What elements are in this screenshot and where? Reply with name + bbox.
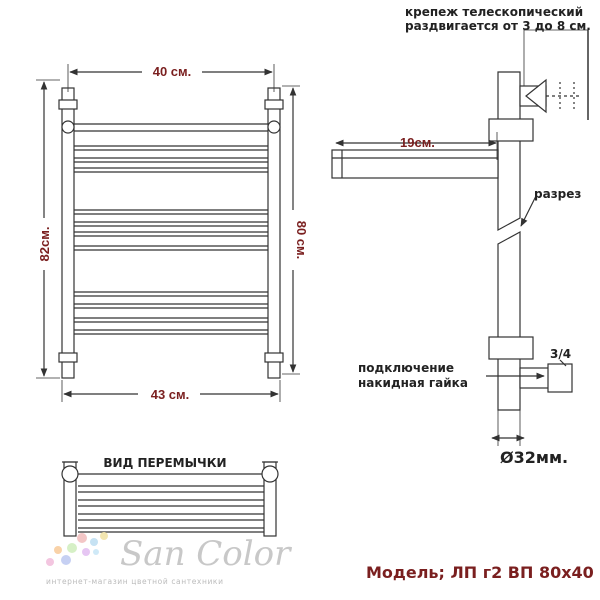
mount-note-line2: раздвигается от 3 до 8 см. — [405, 19, 591, 33]
mount-note-line1: крепеж телескопический — [405, 5, 584, 19]
dim-width-top: 40 см. — [152, 64, 192, 79]
rung-side — [332, 150, 498, 178]
diameter-label: Ø32мм. — [500, 448, 569, 467]
lower-collar — [489, 337, 533, 359]
union-nut — [548, 364, 572, 392]
jumper-rungs — [78, 474, 264, 532]
wall-cone — [526, 80, 546, 112]
jumper-title: ВИД ПЕРЕМЫЧКИ — [103, 456, 227, 470]
brand-tagline: интернет-магазин цветной сантехники — [46, 577, 224, 586]
pipe-upper — [498, 72, 520, 230]
upper-collar — [489, 119, 533, 141]
connection-label-line1: подключение — [358, 361, 455, 375]
bracket-bottom-left — [59, 353, 77, 362]
pipe-lower — [498, 232, 520, 410]
brand-dots-icon — [46, 532, 108, 566]
model-label: Модель; ЛП г2 ВП 80х40 — [366, 563, 594, 582]
dim-width-bottom: 43 см. — [150, 387, 190, 402]
brand-logo — [46, 532, 292, 586]
bracket-top-right — [265, 100, 283, 109]
front-view — [36, 64, 300, 402]
bracket-bottom-right — [265, 353, 283, 362]
jumper-view — [62, 462, 278, 536]
dim-height-left: 82см. — [37, 226, 52, 262]
dim-depth: 19см. — [400, 135, 435, 150]
section-label: разрез — [534, 187, 582, 201]
connection-label-line2: накидная гайка — [358, 376, 468, 390]
knob-left — [62, 121, 74, 133]
rungs — [74, 124, 268, 334]
dim-height-right: 80 см. — [294, 220, 309, 260]
bracket-top-left — [59, 100, 77, 109]
knob-right — [268, 121, 280, 133]
brand-name: San Color — [120, 534, 291, 574]
thread-label: 3/4 — [550, 347, 572, 361]
